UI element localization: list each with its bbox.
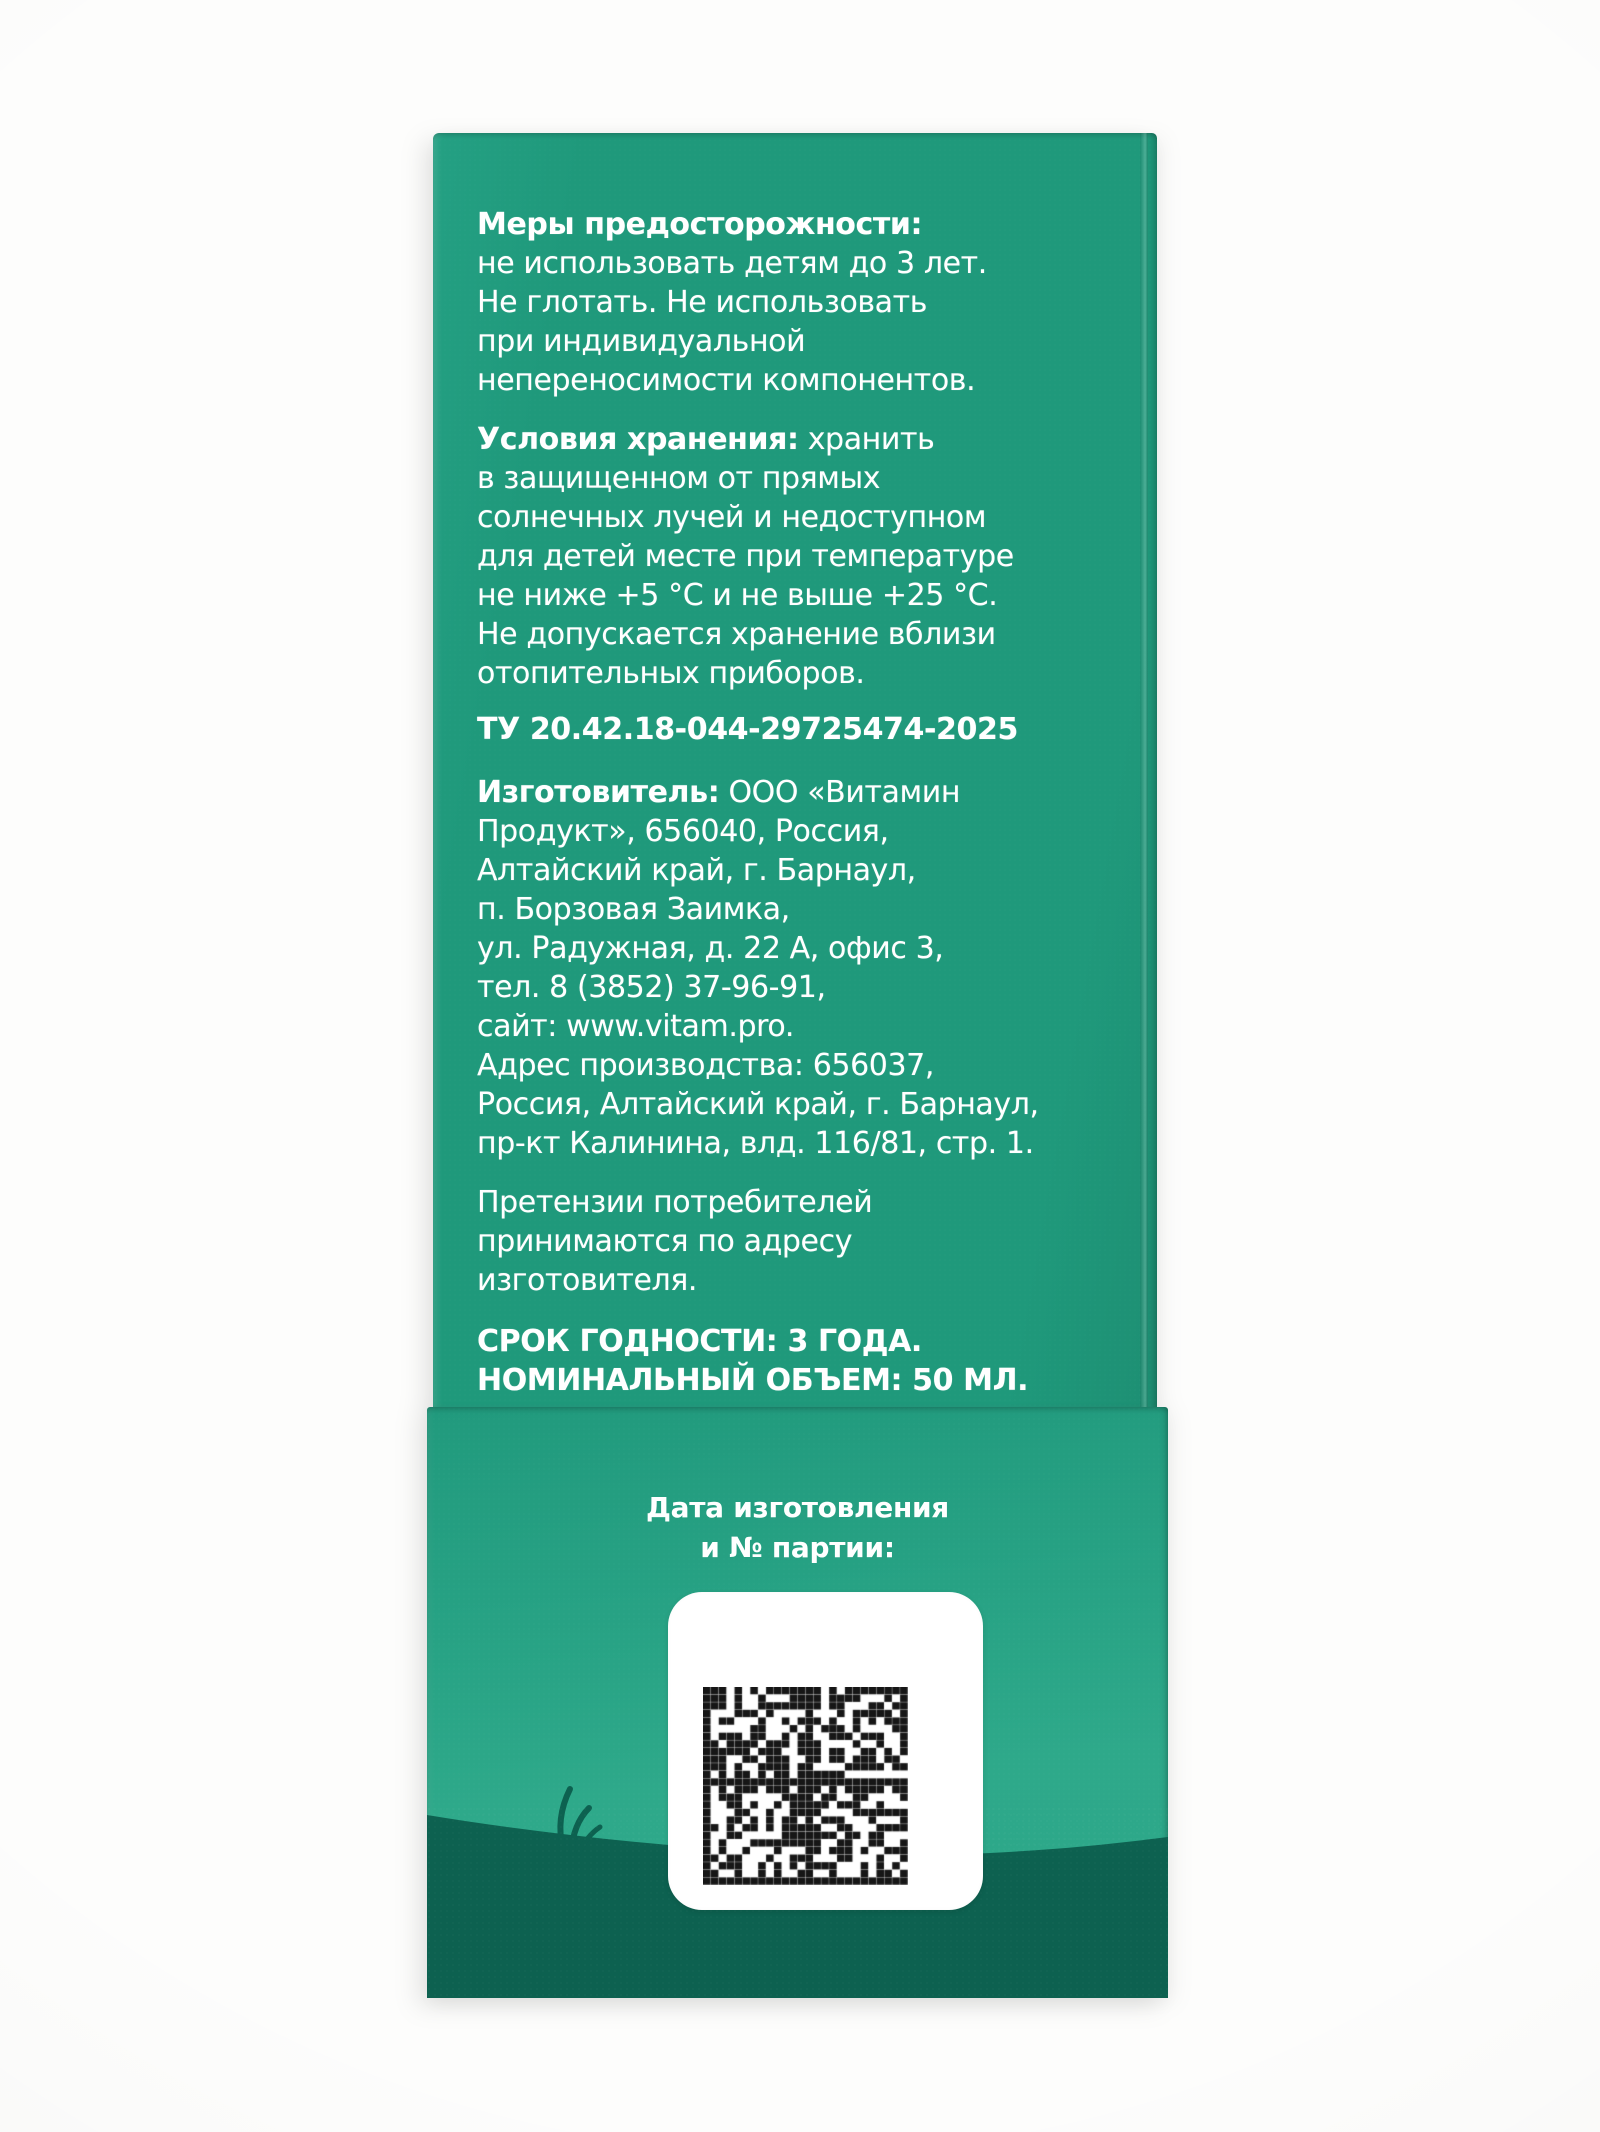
manufacturer-heading-rest: ООО «Витамин [719,775,961,810]
grass-icon [539,1783,603,1857]
datamatrix-code [703,1687,908,1885]
claims-line: изготовителя. [477,1263,698,1298]
label-text [477,205,1127,1400]
date-batch-label [427,1488,1168,1568]
datamatrix-card [668,1592,983,1910]
claims-section [477,1183,1127,1300]
precautions-section [477,205,1127,400]
storage-section [477,420,1127,693]
manufacturer-heading: Изготовитель: [477,775,720,810]
manufacturer-line: Алтайский край, г. Барнаул, [477,853,916,888]
manufacturer-line: Россия, Алтайский край, г. Барнаул, [477,1087,1039,1122]
claims-line: Претензии потребителей [477,1185,873,1220]
shelf-life-section [477,1322,1127,1400]
shelf-life-line: СРОК ГОДНОСТИ: 3 ГОДА. [477,1324,922,1359]
date-batch-line: Дата изготовления [646,1491,949,1524]
manufacturer-section [477,773,1127,1163]
tu-number: ТУ 20.42.18-044-29725474-2025 [477,712,1018,747]
storage-line: не ниже +5 °C и не выше +25 °C. [477,578,998,613]
manufacturer-line: Продукт», 656040, Россия, [477,814,889,849]
manufacturer-line: пр-кт Калинина, влд. 116/81, стр. 1. [477,1126,1034,1161]
storage-line: для детей месте при температуре [477,539,1014,574]
precautions-line: при индивидуальной [477,324,806,359]
precautions-heading: Меры предосторожности: [477,207,923,242]
manufacturer-line: сайт: www.vitam.pro. [477,1009,794,1044]
storage-heading-rest: хранить [798,422,935,457]
box-back-panel [433,133,1157,1407]
storage-line: Не допускается хранение вблизи [477,617,996,652]
precautions-line: Не глотать. Не использовать [477,285,928,320]
storage-heading-line [477,420,1127,459]
storage-heading: Условия хранения: [477,422,799,457]
tu-section [477,710,1127,749]
box-bottom-flap [427,1407,1168,1998]
precautions-line: непереносимости компонентов. [477,363,976,398]
manufacturer-line: п. Борзовая Заимка, [477,892,790,927]
date-batch-line: и № партии: [700,1531,895,1564]
precautions-line: не использовать детям до 3 лет. [477,246,987,281]
storage-line: солнечных лучей и недоступном [477,500,987,535]
manufacturer-line: ул. Радужная, д. 22 А, офис 3, [477,931,944,966]
manufacturer-heading-line [477,773,1127,812]
claims-line: принимаются по адресу [477,1224,853,1259]
storage-line: в защищенном от прямых [477,461,881,496]
nominal-volume-line: НОМИНАЛЬНЫЙ ОБЪЕМ: 50 МЛ. [477,1363,1029,1398]
storage-line: отопительных приборов. [477,656,865,691]
manufacturer-line: тел. 8 (3852) 37-96-91, [477,970,826,1005]
manufacturer-line: Адрес производства: 656037, [477,1048,934,1083]
